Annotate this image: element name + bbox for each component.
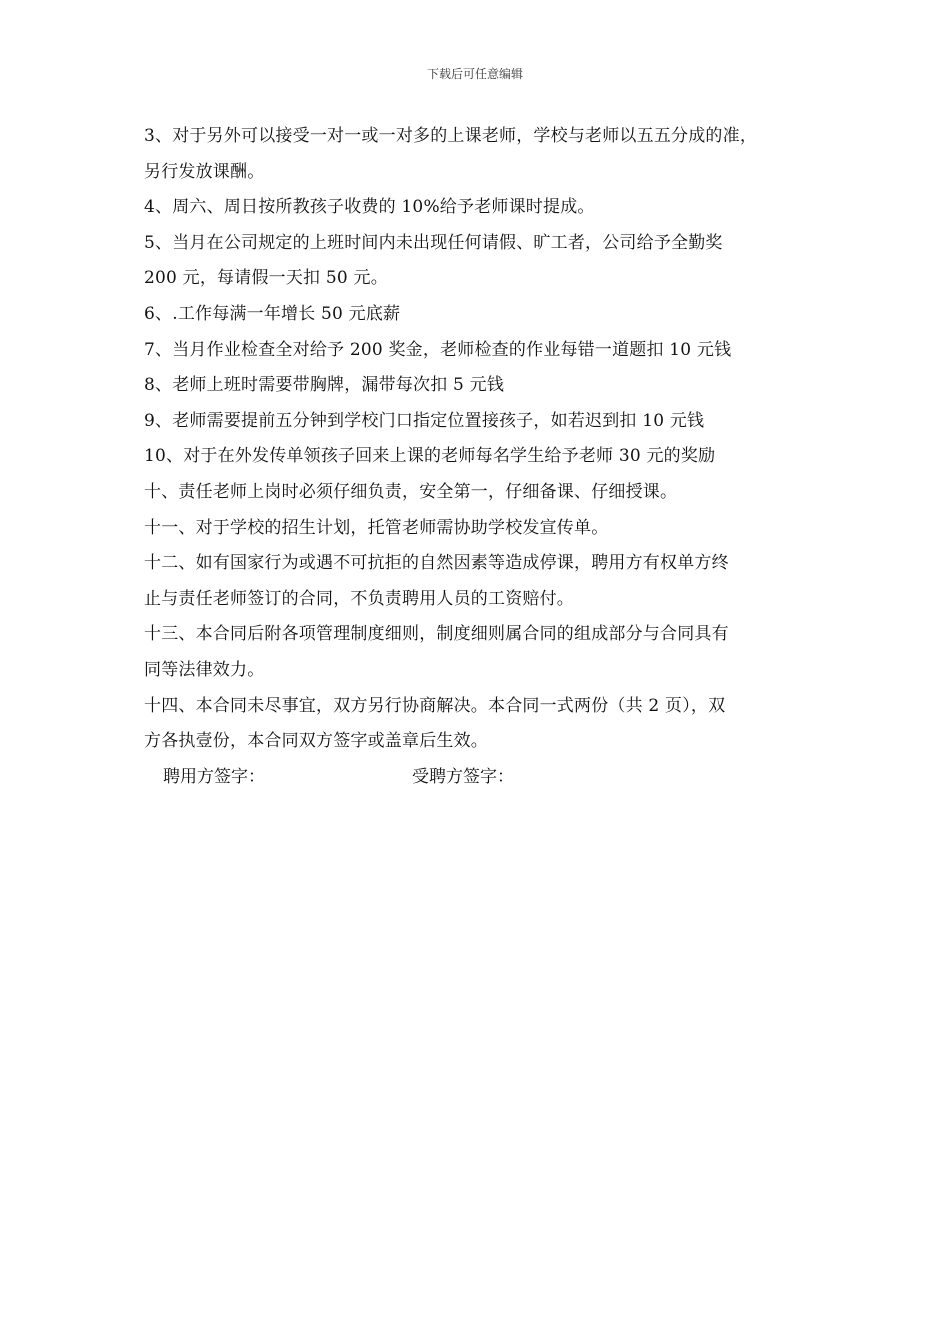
clause-line: 200 元，每请假一天扣 50 元。	[144, 268, 388, 289]
clause-line: 十三、本合同后附各项管理制度细则，制度细则属合同的组成部分与合同具有	[144, 624, 729, 645]
clause-line: 10、对于在外发传单领孩子回来上课的老师每名学生给予老师 30 元的奖励	[144, 446, 716, 467]
contract-body	[144, 119, 824, 795]
clause-line: 4、周六、周日按所教孩子收费的 10%给予老师课时提成。	[144, 197, 595, 218]
clause-line: 9、老师需要提前五分钟到学校门口指定位置接孩子，如若迟到扣 10 元钱	[144, 410, 705, 431]
employee-signature-label: 受聘方签字：	[412, 766, 514, 787]
clause-line: 十一、对于学校的招生计划，托管老师需协助学校发宣传单。	[144, 517, 609, 538]
clause-line: 6、.工作每满一年增长 50 元底薪	[144, 303, 401, 324]
clause-line: 方各执壹份，本合同双方签字或盖章后生效。	[144, 731, 488, 752]
clause-line: 7、当月作业检查全对给予 200 奖金，老师检查的作业每错一道题扣 10 元钱	[144, 339, 732, 360]
employer-signature-label: 聘用方签字：	[163, 766, 265, 787]
clause-line: 3、对于另外可以接受一对一或一对多的上课老师，学校与老师以五五分成的准，	[144, 126, 758, 146]
clause-line: 止与责任老师签订的合同，不负责聘用人员的工资赔付。	[144, 588, 574, 609]
clause-line: 十四、本合同未尽事宜，双方另行协商解决。本合同一式两份（共 2 页），双	[144, 695, 726, 716]
page-header: 下载后可任意编辑	[426, 67, 523, 81]
clause-line: 十二、如有国家行为或遇不可抗拒的自然因素等造成停课，聘用方有权单方终	[144, 553, 729, 574]
clause-line: 8、老师上班时需要带胸牌，漏带每次扣 5 元钱	[144, 375, 505, 396]
clause-line: 另行发放课酬。	[144, 161, 265, 182]
clause-line: 5、当月在公司规定的上班时间内未出现任何请假、旷工者，公司给予全勤奖	[144, 232, 723, 253]
clause-line: 同等法律效力。	[144, 659, 265, 680]
clause-line: 十、责任老师上岗时必须仔细负责，安全第一，仔细备课、仔细授课。	[144, 481, 678, 502]
signature-row	[144, 760, 824, 796]
